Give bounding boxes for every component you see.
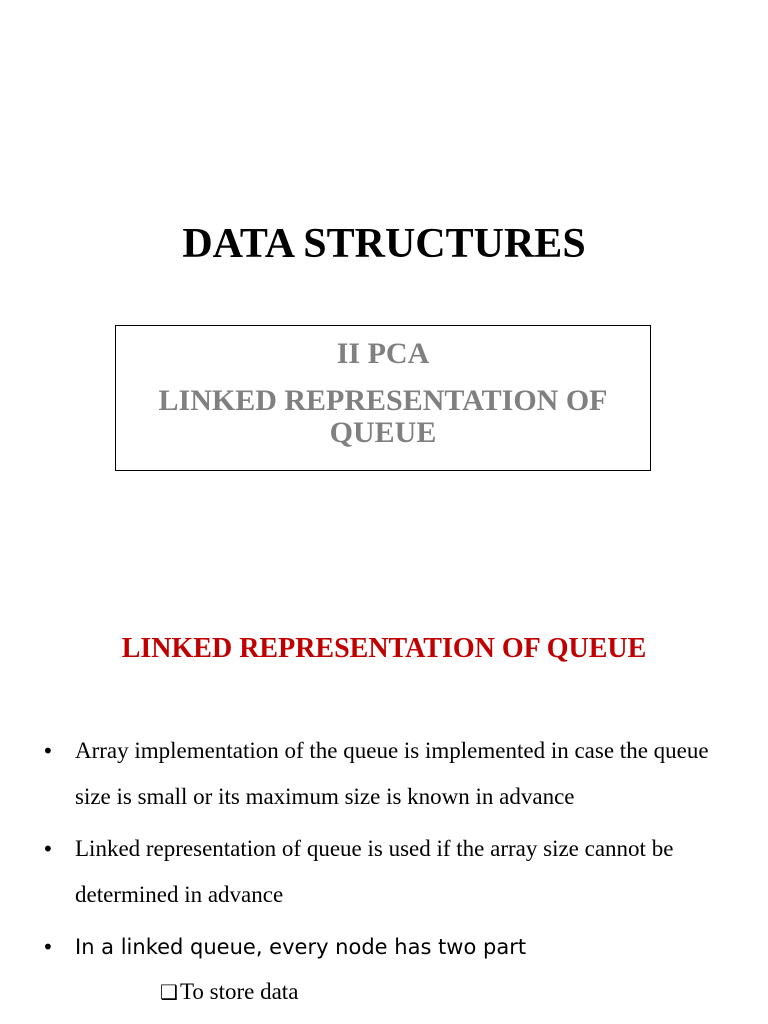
list-item-text: Linked representation of queue is used if the array size cannot be determined in advance [75,836,674,907]
bullet-icon: • [42,935,54,959]
sub-list-item-text: To store data [179,979,299,1004]
subtitle-course: II PCA [336,337,430,370]
bullet-icon: • [42,739,54,763]
sub-list-item [160,972,298,1012]
bullet-icon: • [42,837,54,861]
list-item [42,826,742,918]
checkbox-square-icon: ❑ [160,980,178,1004]
list-item [42,728,742,820]
list-item [42,924,742,970]
subtitle-topic: LINKED REPRESENTATION OF QUEUE [158,384,608,449]
list-item-text: In a linked queue, every node has two part [75,935,527,959]
page-title: DATA STRUCTURES [182,221,586,267]
subtitle-box [115,325,651,471]
bullet-list [42,728,742,976]
list-item-text: Array implementation of the queue is implemented in case the queue size is small or its maximum size is known in advance [75,738,709,809]
section-heading: LINKED REPRESENTATION OF QUEUE [121,633,647,664]
